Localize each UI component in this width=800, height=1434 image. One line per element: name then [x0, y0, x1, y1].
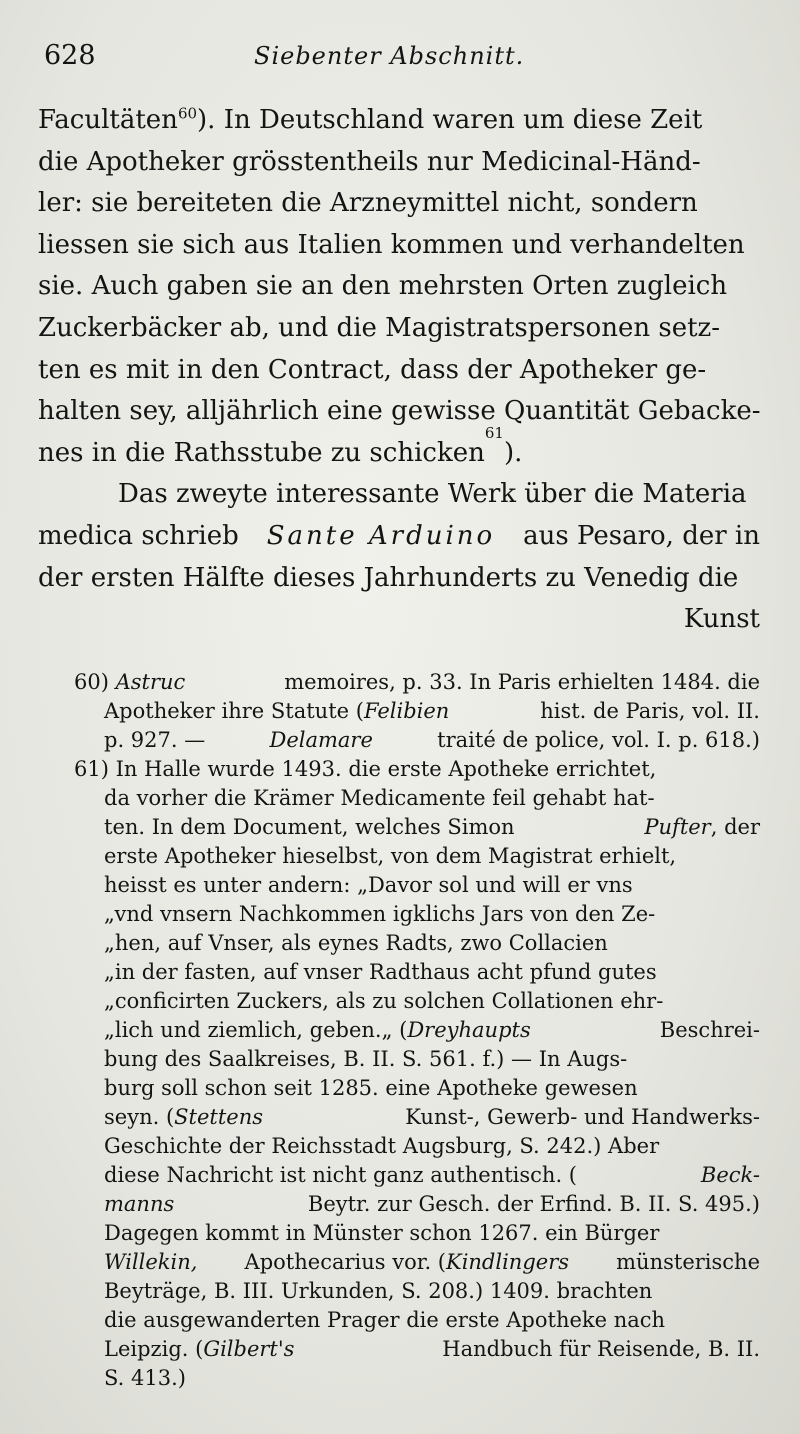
text-segment: ). In Deutschland waren um diese Zeit [197, 105, 703, 135]
text-line: ten es mit in den Contract, dass der Apotheker ge- [38, 354, 707, 385]
text-segment: aus Pesaro, der in [523, 520, 760, 551]
footnote-line: 61) In Halle wurde 1493. die erste Apotheke errichtet, [74, 757, 657, 781]
text-segment: Facultäten [38, 105, 178, 135]
cited-author: Gilbert's [203, 1337, 295, 1361]
text-segment: seyn. ( [104, 1105, 175, 1129]
footnote-line: heisst es unter andern: „Davor sol und will er vns [104, 873, 633, 897]
cited-author: Felibien [363, 699, 450, 723]
footnote-ref: 61 [484, 423, 504, 442]
footnote-line: Dagegen kommt in Münster schon 1267. ein Bürger [104, 1221, 660, 1245]
text-segment: Leipzig. ( [104, 1337, 204, 1361]
text-segment: Beytr. zur Gesch. der Erfind. B. II. S. 495.) [307, 1192, 760, 1216]
footnote-line: „conficirten Zuckers, als zu solchen Collationen ehr- [104, 989, 664, 1013]
cited-author: Delamare [269, 728, 373, 752]
text-segment: ). [503, 437, 523, 468]
text-line: liessen sie sich aus Italien kommen und verhandelten [38, 229, 745, 260]
text-line: sie. Auch gaben sie an den mehrsten Orten zugleich [38, 271, 728, 302]
text-line: ler: sie bereiteten die Arzneymittel nicht, sondern [38, 188, 698, 219]
catchword: Kunst [683, 604, 760, 635]
cited-author: Willekin, [104, 1250, 198, 1274]
footnote-line: Geschichte der Reichsstadt Augsburg, S. 242.) Aber [104, 1134, 660, 1158]
text-segment: memoires, p. 33. In Paris erhielten 1484. die [284, 670, 760, 694]
footnote-line: die ausgewanderten Prager die erste Apotheke nach [104, 1308, 666, 1332]
text-line: Das zweyte interessante Werk über die Materia [118, 479, 747, 510]
cited-author: Kindlingers [446, 1250, 570, 1274]
footnote-line: Beyträge, B. III. Urkunden, S. 208.) 1409. brachten [104, 1279, 653, 1303]
footnote-line: da vorher die Krämer Medicamente feil gehabt hat- [104, 786, 655, 810]
cited-author: Beck- [700, 1163, 760, 1187]
footnote-line: bung des Saalkreises, B. II. S. 561. f.) — In Augs- [104, 1047, 628, 1071]
page-number: 628 [44, 40, 96, 71]
text-segment: hist. de Paris, vol. II. [540, 699, 760, 723]
text-segment: Apothecarius vor. ( [244, 1250, 446, 1274]
text-segment: p. 927. — [104, 728, 206, 752]
text-segment: Apotheker ihre Statute ( [104, 699, 364, 723]
footnote-line [74, 668, 760, 697]
text-segment: Beschrei- [659, 1018, 760, 1042]
footnote-line: „vnd vnsern Nachkommen igklichs Jars von den Ze- [104, 902, 656, 926]
footnote-line [74, 813, 760, 842]
text-segment: , der [710, 815, 760, 839]
page-header [44, 40, 756, 80]
text-segment: diese Nachricht ist nicht ganz authentisch. ( [104, 1163, 578, 1187]
footnote-line: „hen, auf Vnser, als eynes Radts, zwo Collacien [104, 931, 608, 955]
running-head: Siebenter Abschnitt. [254, 42, 525, 70]
text-segment: münsterische [616, 1250, 760, 1274]
footnote-line [74, 1248, 760, 1277]
footnote-line: burg soll schon seit 1285. eine Apotheke gewesen [104, 1076, 638, 1100]
footnote-number: 60) [74, 670, 109, 694]
footnote-line [74, 1161, 760, 1190]
main-text [38, 100, 760, 641]
cited-author: Astruc [115, 670, 186, 694]
footnote-ref: 60 [177, 104, 198, 123]
footnote-line: „in der fasten, auf vnser Radthaus acht pfund gutes [104, 960, 657, 984]
text-line: der ersten Hälfte dieses Jahrhunderts zu Venedig die [38, 562, 739, 593]
text-segment: Kunst-, Gewerb- und Handwerks- [405, 1105, 760, 1129]
cited-author: Pufter [644, 815, 711, 839]
text-segment: ten. In dem Document, welches Simon [104, 815, 515, 839]
cited-author: manns [104, 1192, 175, 1216]
cited-author: Dreyhaupts [407, 1018, 531, 1042]
text-segment: nes in die Rathsstube zu schicken [38, 437, 485, 468]
footnote-line [74, 1103, 760, 1132]
footnotes [74, 668, 760, 1393]
text-segment: medica schrieb [38, 520, 239, 551]
text-line: die Apotheker grösstentheils nur Medicinal-Händ- [38, 146, 701, 177]
text-line [38, 516, 760, 558]
footnote-line: S. 413.) [104, 1366, 186, 1390]
text-line [38, 100, 760, 142]
footnote-line [74, 1016, 760, 1045]
footnote-line [74, 1190, 760, 1219]
footnote-line [74, 697, 760, 726]
author-name: Sante Arduino [266, 520, 496, 551]
text-segment: Handbuch für Reisende, B. II. [442, 1337, 760, 1361]
text-segment: traité de police, vol. I. p. 618.) [437, 728, 760, 752]
cited-author: Stettens [174, 1105, 264, 1129]
footnote-line: erste Apotheker hieselbst, von dem Magistrat erhielt, [104, 844, 677, 868]
text-line: Zuckerbäcker ab, und die Magistratspersonen setz- [38, 312, 721, 343]
footnote-line [74, 1335, 760, 1364]
text-line [38, 423, 760, 475]
text-line: halten sey, alljährlich eine gewisse Quantität Gebacke- [38, 396, 761, 427]
footnote-line [74, 726, 760, 755]
text-segment: „lich und ziemlich, geben.„ ( [104, 1018, 408, 1042]
